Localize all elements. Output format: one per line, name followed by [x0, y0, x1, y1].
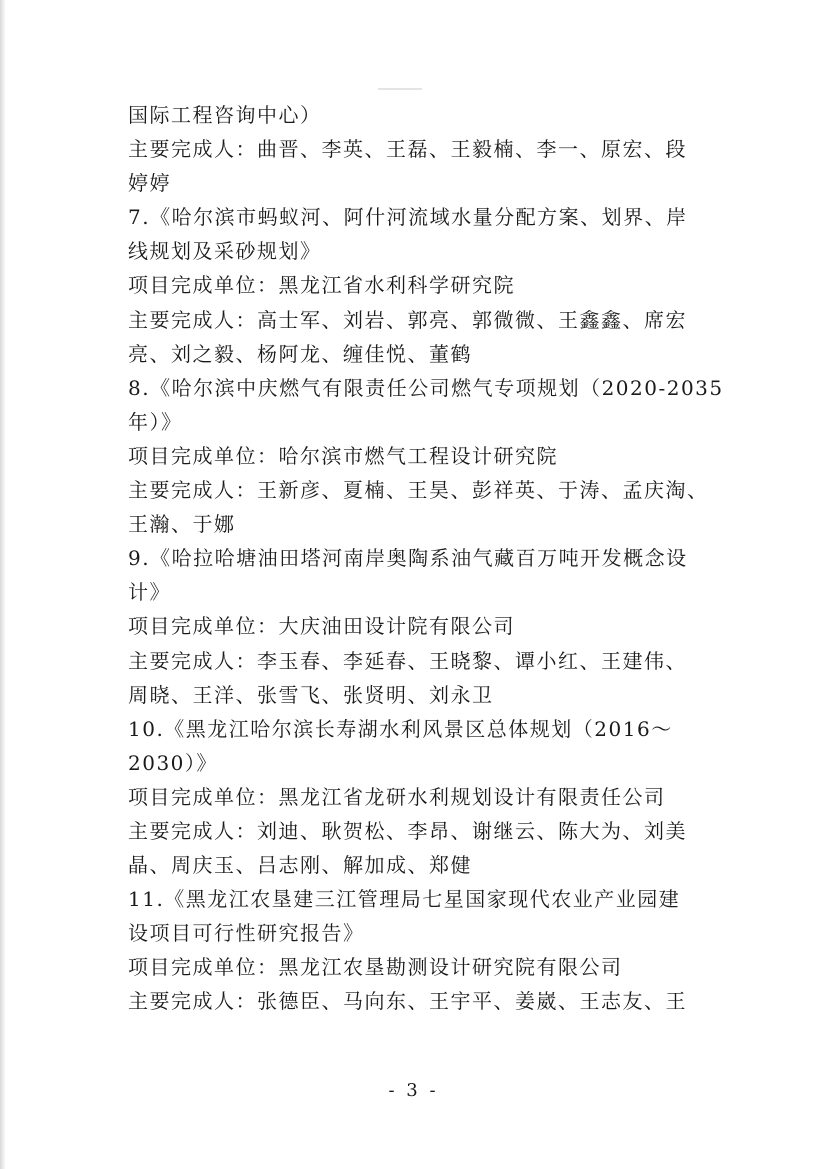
text-line: 9.《哈拉哈塘油田塔河南岸奥陶系油气藏百万吨开发概念设	[128, 546, 688, 571]
text-line: 国际工程咨询中心）	[128, 103, 322, 127]
text-line: 王瀚、于娜	[128, 512, 236, 537]
text-line: 主要完成人：李玉春、李延春、王晓黎、谭小红、王建伟、	[128, 648, 687, 673]
text-line: 项目完成单位：大庆油田设计院有限公司	[128, 614, 515, 639]
text-line: 设项目可行性研究报告》	[128, 921, 365, 946]
text-line: 8.《哈尔滨中庆燃气有限责任公司燃气专项规划（2020-2035	[128, 375, 724, 400]
text-line: 主要完成人：刘迪、耿贺松、李昂、谢继云、陈大为、刘美	[128, 818, 687, 843]
text-line: 线规划及采砂规划》	[128, 239, 322, 264]
text-line: 项目完成单位：哈尔滨市燃气工程设计研究院	[128, 443, 558, 468]
text-line: 主要完成人：高士军、刘岩、郭亮、郭微微、王鑫鑫、席宏	[128, 307, 687, 332]
page-number: - 3 -	[388, 1080, 439, 1101]
text-line: 项目完成单位：黑龙江省龙研水利规划设计有限责任公司	[128, 784, 666, 809]
text-line: 主要完成人：曲晋、李英、王磊、王毅楠、李一、原宏、段	[128, 137, 687, 162]
scan-mark	[378, 88, 422, 90]
text-line: 晶、周庆玉、吕志刚、解加成、郑健	[128, 853, 472, 878]
text-line: 计》	[128, 580, 171, 605]
text-line: 2030）》	[128, 750, 218, 775]
text-line: 7.《哈尔滨市蚂蚁河、阿什河流域水量分配方案、划界、岸	[128, 205, 688, 230]
text-line: 年）》	[128, 409, 183, 434]
text-line: 11.《黑龙江农垦建三江管理局七星国家现代农业产业园建	[128, 887, 681, 912]
document-body	[128, 98, 724, 1019]
text-line: 10.《黑龙江哈尔滨长寿湖水利风景区总体规划（2016～	[128, 716, 673, 741]
text-line: 项目完成单位：黑龙江农垦勘测设计研究院有限公司	[128, 955, 623, 980]
text-line: 项目完成单位：黑龙江省水利科学研究院	[128, 273, 515, 298]
text-line: 主要完成人：张德臣、马向东、王宇平、姜崴、王志友、王	[128, 989, 687, 1014]
scan-edge-shadow	[0, 0, 6, 1169]
text-line: 婷婷	[128, 171, 171, 196]
text-line: 亮、刘之毅、杨阿龙、缠佳悦、董鹤	[128, 341, 472, 366]
text-line: 周晓、王洋、张雪飞、张贤明、刘永卫	[128, 682, 494, 707]
text-line: 主要完成人：王新彦、夏楠、王昊、彭祥英、于涛、孟庆淘、	[128, 478, 709, 503]
